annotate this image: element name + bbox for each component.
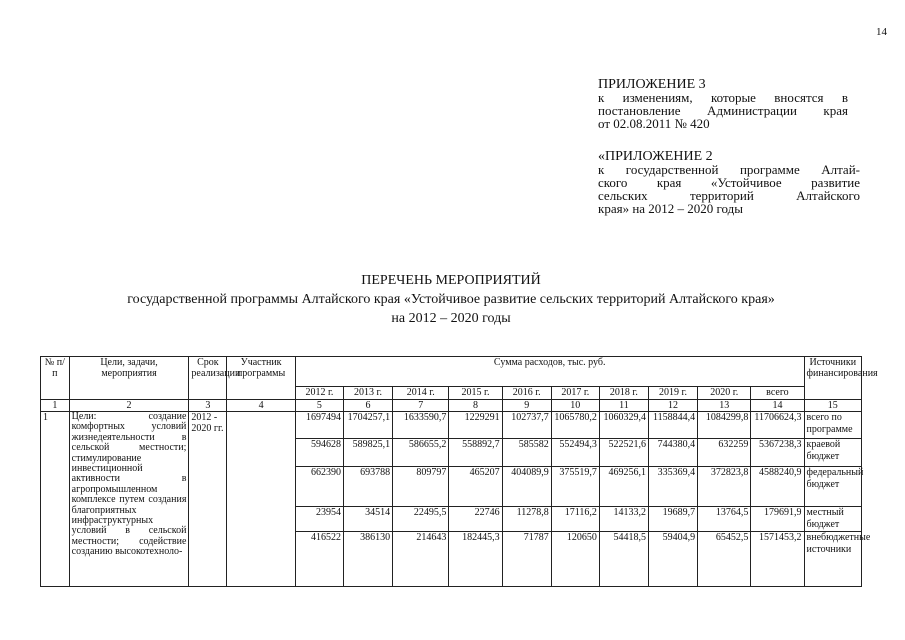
col-number: 3	[189, 400, 227, 412]
amount-cell: 65452,5	[698, 532, 751, 587]
amount-cell: 375519,7	[551, 467, 599, 507]
col-number: 10	[551, 400, 599, 412]
col-number: 13	[698, 400, 751, 412]
document-subtitle: государственной программы Алтайского края «Устойчивое развитие сельских территорий Алтайского края»	[127, 292, 775, 307]
header-year: 2012 г.	[295, 387, 343, 400]
amount-cell: 522521,6	[599, 439, 648, 467]
amount-cell: 744380,4	[648, 439, 697, 467]
document-title: ПЕРЕЧЕНЬ МЕРОПРИЯТИЙ	[361, 273, 541, 288]
amount-cell: 1704257,1	[343, 412, 392, 439]
amount-cell: 1229291	[449, 412, 502, 439]
header-year: 2016 г.	[502, 387, 551, 400]
amount-cell: 22495,5	[393, 507, 449, 532]
header-year: 2017 г.	[551, 387, 599, 400]
header-year: 2013 г.	[343, 387, 392, 400]
amount-cell: 693788	[343, 467, 392, 507]
amount-cell: 214643	[393, 532, 449, 587]
amount-cell: 589825,1	[343, 439, 392, 467]
total-cell: 5367238,3	[751, 439, 804, 467]
total-cell: 11706624,3	[751, 412, 804, 439]
amount-cell: 34514	[343, 507, 392, 532]
appendix-2-line: к государственной программе Алтай-	[598, 162, 860, 177]
header-year: 2014 г.	[393, 387, 449, 400]
amount-cell: 586655,2	[393, 439, 449, 467]
amount-cell: 11278,8	[502, 507, 551, 532]
row-term: 2012 - 2020 гг.	[189, 412, 227, 587]
col-number: 9	[502, 400, 551, 412]
total-cell: 4588240,9	[751, 467, 804, 507]
col-number: 11	[599, 400, 648, 412]
amount-cell: 1084299,8	[698, 412, 751, 439]
amount-cell: 662390	[295, 467, 343, 507]
col-number: 4	[227, 400, 296, 412]
amount-cell: 469256,1	[599, 467, 648, 507]
col-number: 6	[343, 400, 392, 412]
amount-cell: 22746	[449, 507, 502, 532]
amount-cell: 54418,5	[599, 532, 648, 587]
header-goals: Цели, задачи, мероприятия	[69, 357, 189, 400]
col-number: 14	[751, 400, 804, 412]
appendix-3-line: к изменениям, которые вносятся в	[598, 90, 848, 105]
amount-cell: 465207	[449, 467, 502, 507]
source-cell: внебюджетные источники	[804, 532, 861, 587]
appendix-2-line: сельских территорий Алтайского	[598, 188, 860, 203]
header-total: всего	[751, 387, 804, 400]
amount-cell: 14133,2	[599, 507, 648, 532]
amount-cell: 558892,7	[449, 439, 502, 467]
header-year: 2019 г.	[648, 387, 697, 400]
col-number: 8	[449, 400, 502, 412]
col-number: 1	[41, 400, 70, 412]
amount-cell: 372823,8	[698, 467, 751, 507]
appendix-3-line: постановление Администрации края	[598, 103, 848, 118]
amount-cell: 182445,3	[449, 532, 502, 587]
header-sources: Источники финансирования	[804, 357, 861, 400]
amount-cell: 23954	[295, 507, 343, 532]
appendix-3-block	[598, 78, 848, 130]
page-number: 14	[876, 26, 887, 38]
source-cell: местный бюджет	[804, 507, 861, 532]
amount-cell: 552494,3	[551, 439, 599, 467]
amount-cell: 632259	[698, 439, 751, 467]
amount-cell: 404089,9	[502, 467, 551, 507]
amount-cell: 1060329,4	[599, 412, 648, 439]
col-number: 15	[804, 400, 861, 412]
amount-cell: 120650	[551, 532, 599, 587]
amount-cell: 1633590,7	[393, 412, 449, 439]
col-number: 7	[393, 400, 449, 412]
source-cell: всего по программе	[804, 412, 861, 439]
appendix-2-line: края» на 2012 – 2020 годы	[598, 201, 744, 216]
amount-cell: 17116,2	[551, 507, 599, 532]
header-year: 2015 г.	[449, 387, 502, 400]
column-numbers-row	[41, 400, 862, 412]
appendix-2-line: ского края «Устойчивое развитие	[598, 175, 860, 190]
amount-cell: 1158844,4	[648, 412, 697, 439]
appendix-3-line: от 02.08.2011 № 420	[598, 116, 710, 131]
table-row	[41, 412, 862, 439]
row-participant	[227, 412, 296, 587]
header-year: 2020 г.	[698, 387, 751, 400]
header-row	[41, 357, 862, 387]
amount-cell: 1065780,2	[551, 412, 599, 439]
amount-cell: 59404,9	[648, 532, 697, 587]
amount-cell: 71787	[502, 532, 551, 587]
col-number: 12	[648, 400, 697, 412]
header-num: № п/п	[41, 357, 70, 400]
header-participant: Участник программы	[227, 357, 296, 400]
amount-cell: 594628	[295, 439, 343, 467]
header-year: 2018 г.	[599, 387, 648, 400]
source-cell: федеральный бюджет	[804, 467, 861, 507]
total-cell: 1571453,2	[751, 532, 804, 587]
header-sum: Сумма расходов, тыс. руб.	[295, 357, 804, 387]
amount-cell: 585582	[502, 439, 551, 467]
amount-cell: 335369,4	[648, 467, 697, 507]
header-term: Срок реализации	[189, 357, 227, 400]
amount-cell: 809797	[393, 467, 449, 507]
source-cell: краевой бюджет	[804, 439, 861, 467]
activities-table	[40, 356, 878, 587]
amount-cell: 1697494	[295, 412, 343, 439]
amount-cell: 102737,7	[502, 412, 551, 439]
appendix-2-title: «ПРИЛОЖЕНИЕ 2	[598, 149, 713, 164]
amount-cell: 19689,7	[648, 507, 697, 532]
row-goals: Цели: создание комфортных условий жизнедеятельности в сельской местности; стимулирование инвестиционной активности в агропромышленном комплексе путем создания благоприятных инфраструктурных условий в сельской местности; содействие созданию высокотехноло-	[69, 412, 189, 587]
document-period: на 2012 – 2020 годы	[391, 311, 511, 326]
row-number: 1	[41, 412, 70, 587]
amount-cell: 13764,5	[698, 507, 751, 532]
col-number: 5	[295, 400, 343, 412]
total-cell: 179691,9	[751, 507, 804, 532]
col-number: 2	[69, 400, 189, 412]
amount-cell: 416522	[295, 532, 343, 587]
appendix-3-title: ПРИЛОЖЕНИЕ 3	[598, 77, 706, 92]
appendix-2-block	[598, 150, 860, 215]
amount-cell: 386130	[343, 532, 392, 587]
